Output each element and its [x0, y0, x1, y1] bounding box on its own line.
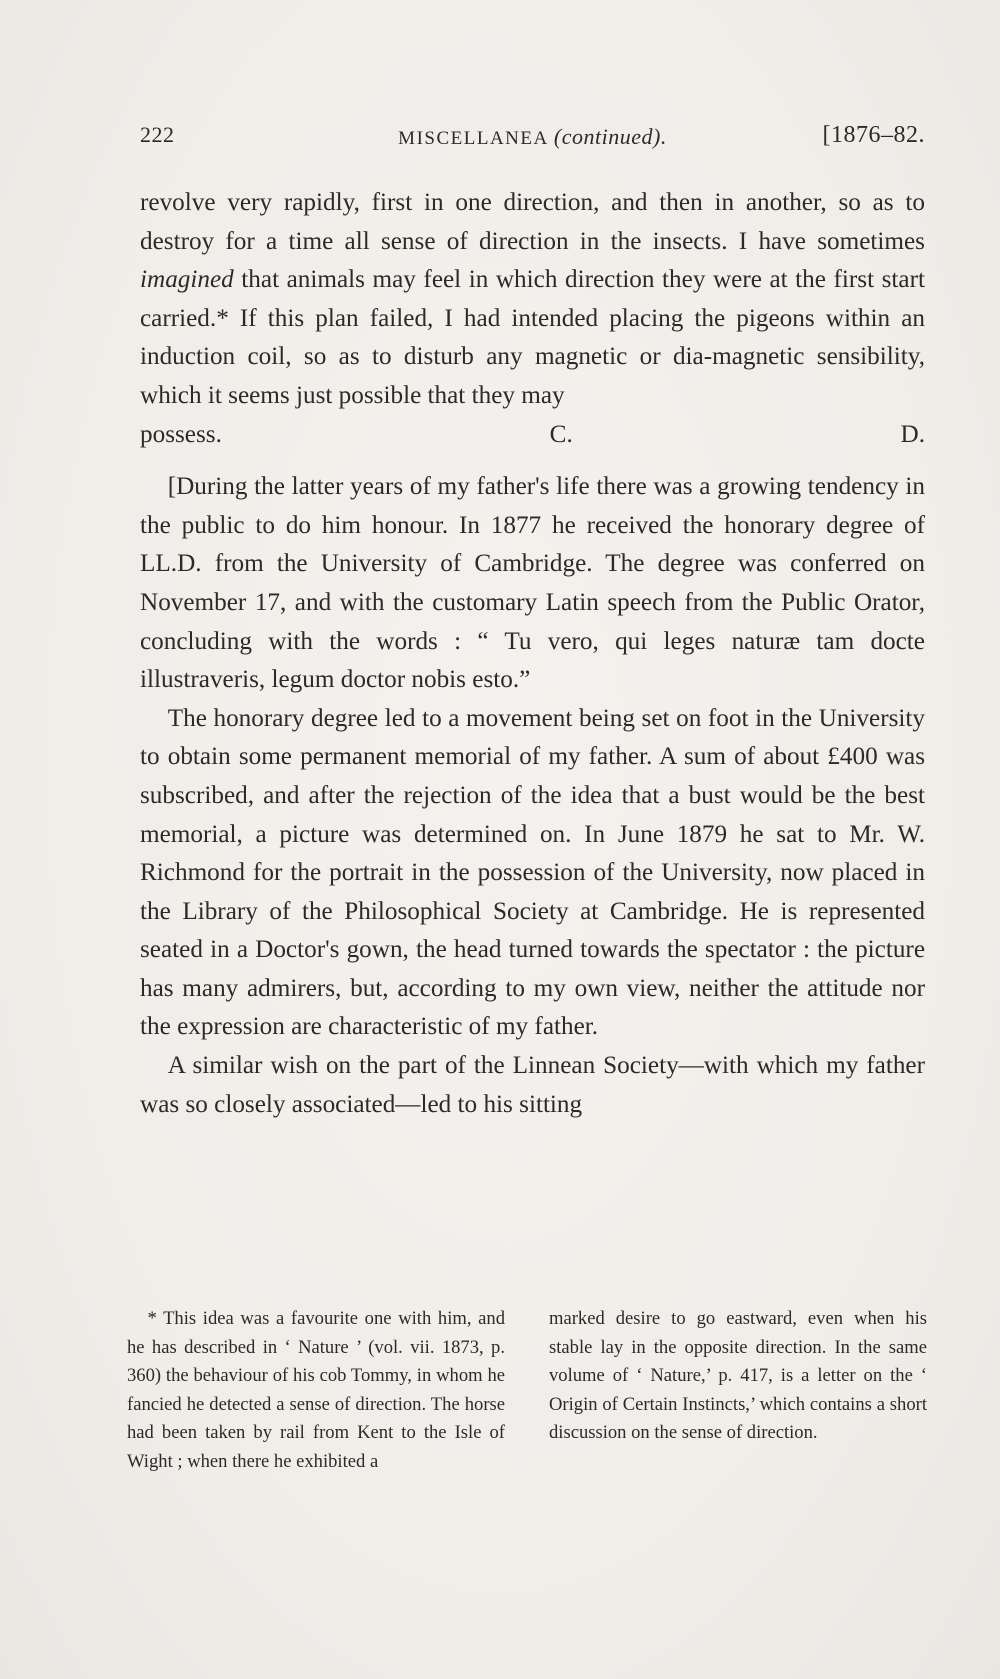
footnote-column-right — [549, 1305, 927, 1476]
signature: C. D. — [549, 420, 925, 448]
footnote-text-right: marked desire to go eastward, even when his stable lay in the opposite direction. In the same volume of ‘ Nature,’ p. 417, is a letter on the ‘ Origin of Certain Instincts,’ which contains a short discussion on the sense of direction. — [549, 1308, 927, 1443]
year-range: [1876–82. — [822, 122, 925, 148]
paragraph-continued — [140, 184, 925, 416]
paragraph-text: revolve very rapidly, first in one direction, and then in another, so as to destroy for a time all sense of direction in the insects. I have sometimes — [140, 189, 925, 255]
footnote — [127, 1305, 927, 1476]
footnote-column-left — [127, 1305, 505, 1476]
running-title-text: MISCELLANEA — [398, 128, 548, 149]
paragraph-text: that animals may feel in which direction they were at the first start carried.* If this plan failed, I had intended placing the pigeons within an induction coil, so as to disturb any magnetic or dia-magnetic sensibility, which it seems just possible that they may — [140, 266, 925, 409]
running-title-italic: (continued). — [553, 124, 667, 149]
paragraph-gap — [140, 454, 925, 468]
paragraph-linnean: A similar wish on the part of the Linnean Society—with which my father was so closely associated—led to his sitting — [140, 1052, 925, 1118]
emphasis-word: imagined — [140, 266, 234, 294]
paragraph-end-word: possess. — [140, 420, 222, 448]
page-number: 222 — [140, 122, 175, 147]
paragraph-honorary-degree: [During the latter years of my father's life there was a growing tendency in the public to do him honour. In 1877 he received the honorary degree of LL.D. from the University of Cambridge. The degree was conferred on November 17, and with the customary Latin speech from the Public Orator, concluding with the words : “ Tu vero, qui leges naturæ tam docte illustraveris, legum doctor nobis esto.” — [140, 473, 925, 694]
running-header — [140, 122, 925, 156]
footnote-text-left: * This idea was a favourite one with him, and he has described in ‘ Nature ’ (vol. vii. 1873, p. 360) the behaviour of his cob Tommy, in whom he fancied he detected a sense of direction. The horse had been taken by rail from Kent to the Isle of Wight ; when there he exhibited a — [127, 1308, 505, 1472]
paragraph-memorial: The honorary degree led to a movement being set on foot in the University to obtain some permanent memorial of my father. A sum of about £400 was subscribed, and after the rejection of the idea that a bust would be the best memorial, a picture was determined on. In June 1879 he sat to Mr. W. Richmond for the portrait in the possession of the University, now placed in the Library of the Philosophical Society at Cambridge. He is represented seated in a Doctor's gown, the head turned towards the spectator : the picture has many admirers, but, according to my own view, neither the attitude nor the expression are characteristic of my father. — [140, 704, 925, 1041]
main-text — [140, 184, 925, 1124]
running-title — [140, 122, 925, 150]
signature-line — [140, 416, 925, 455]
